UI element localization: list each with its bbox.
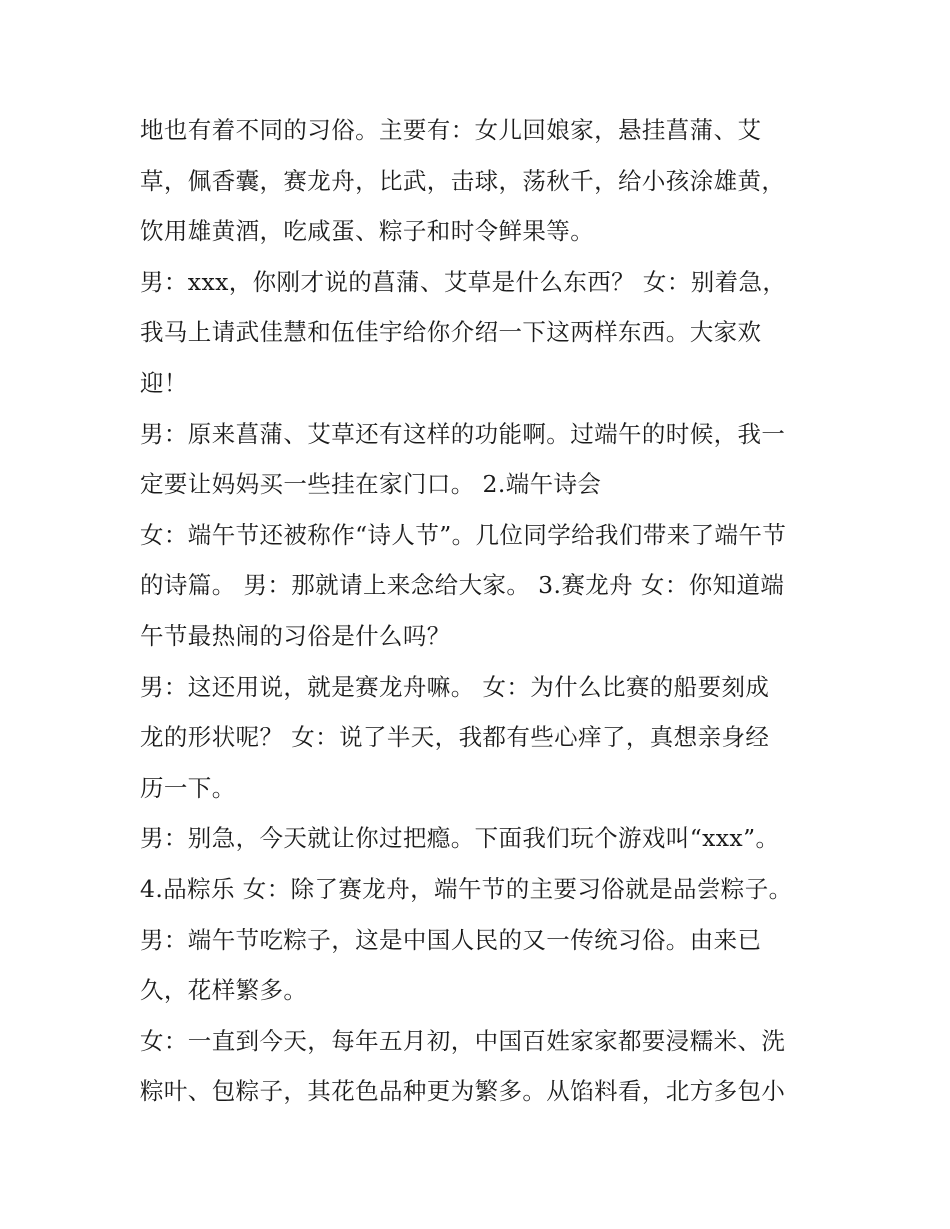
- text-line: 迎！: [140, 368, 188, 397]
- document-body: [140, 105, 820, 1117]
- text-line: 饮用雄黄酒，吃咸蛋、粽子和时令鲜果等。: [140, 217, 595, 246]
- text-line: 4.品粽乐 女：除了赛龙舟，端午节的主要习俗就是品尝粽子。: [140, 874, 793, 903]
- text-line: 男：这还用说，就是赛龙舟嘛。 女：为什么比赛的船要刻成: [140, 672, 770, 701]
- text-line: 的诗篇。 男：那就请上来念给大家。 3.赛龙舟 女：你知道端: [140, 571, 785, 600]
- text-line: 我马上请武佳慧和伍佳宇给你介绍一下这两样东西。大家欢: [140, 318, 762, 347]
- text-line: 地也有着不同的习俗。主要有：女儿回娘家，悬挂菖蒲、艾: [140, 116, 762, 144]
- text-line: 男：xxx，你刚才说的菖蒲、艾草是什么东西？ 女：别着急，: [140, 267, 787, 296]
- text-line: 男：端午节吃粽子，这是中国人民的又一传统习俗。由来已: [140, 925, 762, 954]
- text-line: 女：端午节还被称作“诗人节”。几位同学给我们带来了端午节: [140, 520, 787, 549]
- text-line: 男：别急，今天就让你过把瘾。下面我们玩个游戏叫“xxx”。: [140, 824, 780, 853]
- text-line: 久，花样繁多。: [140, 976, 308, 1005]
- text-line: 女：一直到今天，每年五月初，中国百姓家家都要浸糯米、洗: [140, 1026, 786, 1055]
- text-line: 定要让妈妈买一些挂在家门口。 2.端午诗会: [140, 470, 602, 499]
- text-line: 龙的形状呢？ 女：说了半天，我都有些心痒了，真想亲身经: [140, 723, 770, 752]
- text-line: 历一下。: [140, 773, 236, 802]
- text-line: 草，佩香囊，赛龙舟，比武，击球，荡秋千，给小孩涂雄黄，: [140, 166, 786, 195]
- text-line: 午节最热闹的习俗是什么吗？: [140, 621, 451, 650]
- text-line: 粽叶、包粽子，其花色品种更为繁多。从馅料看，北方多包小: [140, 1077, 786, 1106]
- text-line: 男：原来菖蒲、艾草还有这样的功能啊。过端午的时候，我一: [140, 419, 786, 448]
